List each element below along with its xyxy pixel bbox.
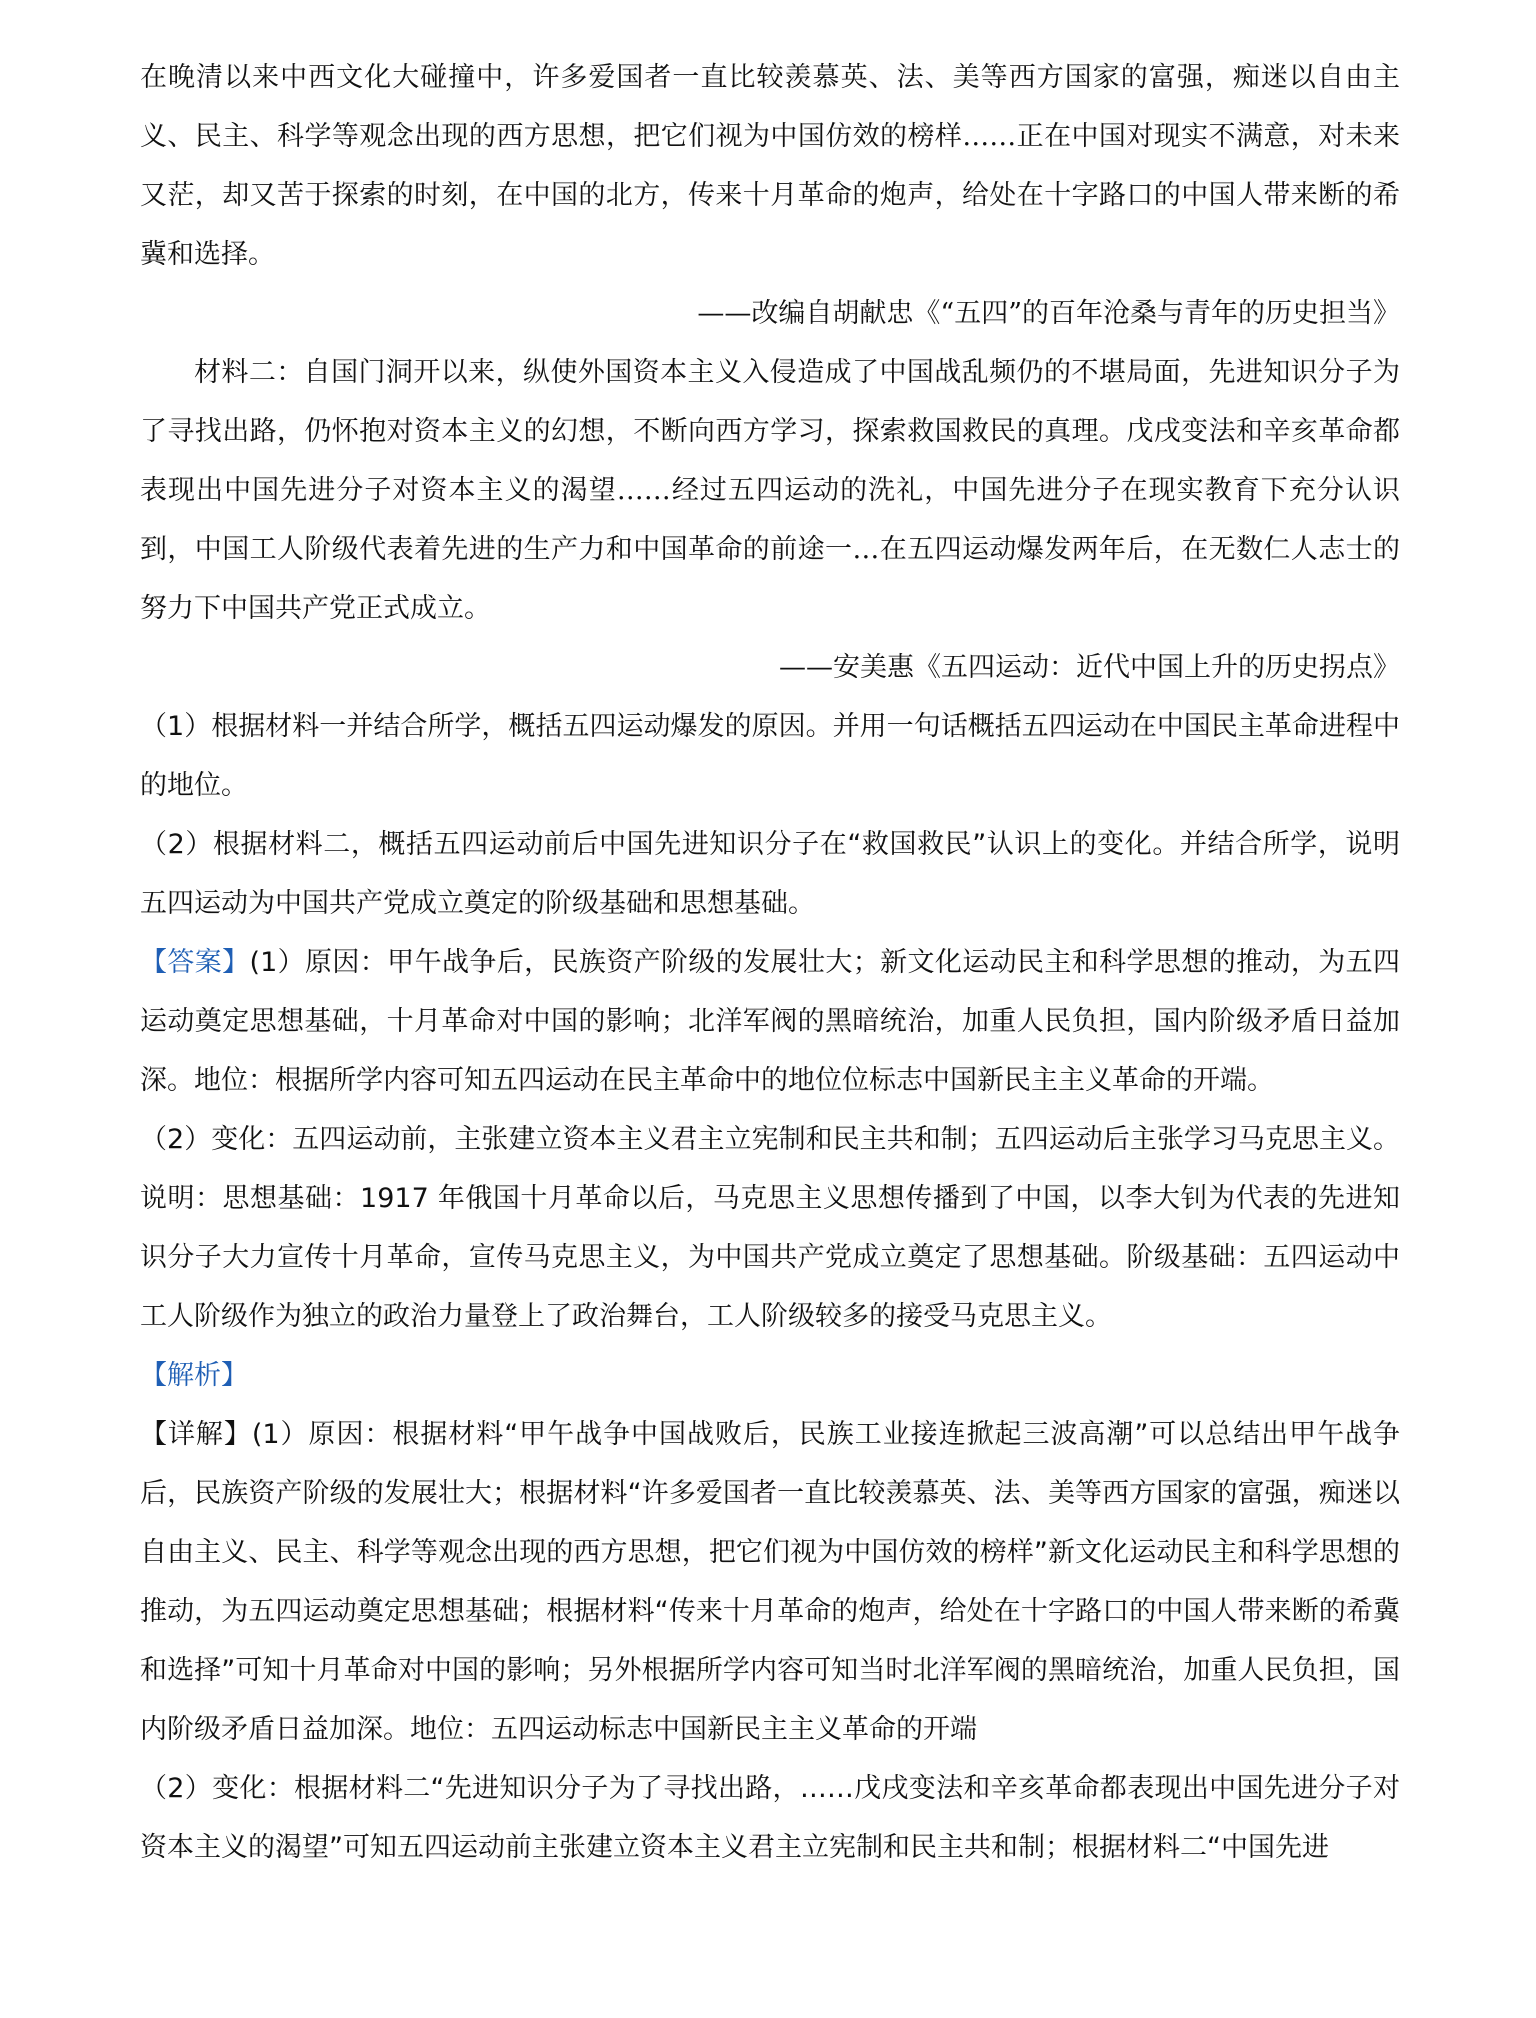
material-one-source: ——改编自胡献忠《“五四”的百年沧桑与青年的历史担当》	[697, 298, 1400, 329]
analysis-heading	[140, 1346, 1400, 1405]
answer-part-2: （2）变化：五四运动前，主张建立资本主义君主立宪制和民主共和制；五四运动后主张学习马克思主义。说明：思想基础：1917 年俄国十月革命以后，马克思主义思想传播到了中国，以李大钊为代表的先进知识分子大力宣传十月革命，宣传马克思主义，为中国共产党成立奠定了思想基础。阶级基础：五四运动中工人阶级作为独立的政治力量登上了政治舞台，工人阶级较多的接受马克思主义。	[140, 1124, 1400, 1332]
material-one-text: 在晚清以来中西文化大碰撞中，许多爱国者一直比较羡慕英、法、美等西方国家的富强，痴迷以自由主义、民主、科学等观念出现的西方思想，把它们视为中国仿效的榜样……正在中国对现实不满意，对未来又茫，却又苦于探索的时刻，在中国的北方，传来十月革命的炮声，给处在十字路口的中国人带来断的希冀和选择。	[140, 62, 1400, 270]
detail-part-1-text: (1）原因：根据材料“甲午战争中国战败后，民族工业接连掀起三波高潮”可以总结出甲午战争后，民族资产阶级的发展壮大；根据材料“许多爱国者一直比较羡慕英、法、美等西方国家的富强，痴迷以自由主义、民主、科学等观念出现的西方思想，把它们视为中国仿效的榜样”新文化运动民主和科学思想的推动，为五四运动奠定思想基础；根据材料“传来十月革命的炮声，给处在十字路口的中国人带来断的希冀和选择”可知十月革命对中国的影响；另外根据所学内容可知当时北洋军阀的黑暗统治，加重人民负担，国内阶级矛盾日益加深。地位：五四运动标志中国新民主主义革命的开端	[140, 1419, 1401, 1745]
answer-tag: 【答案】	[140, 947, 250, 978]
material-two-source: ——安美惠《五四运动：近代中国上升的历史拐点》	[779, 652, 1400, 683]
detail-tag: 【详解】	[140, 1419, 252, 1450]
answer-part-1-text: (1）原因：甲午战争后，民族资产阶级的发展壮大；新文化运动民主和科学思想的推动，为五四运动奠定思想基础，十月革命对中国的影响；北洋军阀的黑暗统治，加重人民负担，国内阶级矛盾日益加深。地位：根据所学内容可知五四运动在民主革命中的地位位标志中国新民主主义革命的开端。	[140, 947, 1401, 1096]
question-1: （1）根据材料一并结合所学，概括五四运动爆发的原因。并用一句话概括五四运动在中国民主革命进程中的地位。	[140, 711, 1400, 801]
document-page	[140, 48, 1400, 1877]
detail-part-1	[140, 1405, 1400, 1759]
answer-part-1	[140, 933, 1400, 1110]
detail-part-2: （2）变化：根据材料二“先进知识分子为了寻找出路，……戊戌变法和辛亥革命都表现出中国先进分子对资本主义的渴望”可知五四运动前主张建立资本主义君主立宪制和民主共和制；根据材料二“中国先进	[140, 1773, 1400, 1863]
analysis-tag: 【解析】	[140, 1360, 248, 1391]
material-two-text: 材料二：自国门洞开以来，纵使外国资本主义入侵造成了中国战乱频仍的不堪局面，先进知识分子为了寻找出路，仍怀抱对资本主义的幻想，不断向西方学习，探索救国救民的真理。戊戌变法和辛亥革命都表现出中国先进分子对资本主义的渴望……经过五四运动的洗礼，中国先进分子在现实教育下充分认识到，中国工人阶级代表着先进的生产力和中国革命的前途一…在五四运动爆发两年后，在无数仁人志士的努力下中国共产党正式成立。	[140, 357, 1400, 624]
question-2: （2）根据材料二，概括五四运动前后中国先进知识分子在“救国救民”认识上的变化。并结合所学，说明五四运动为中国共产党成立奠定的阶级基础和思想基础。	[140, 829, 1400, 919]
